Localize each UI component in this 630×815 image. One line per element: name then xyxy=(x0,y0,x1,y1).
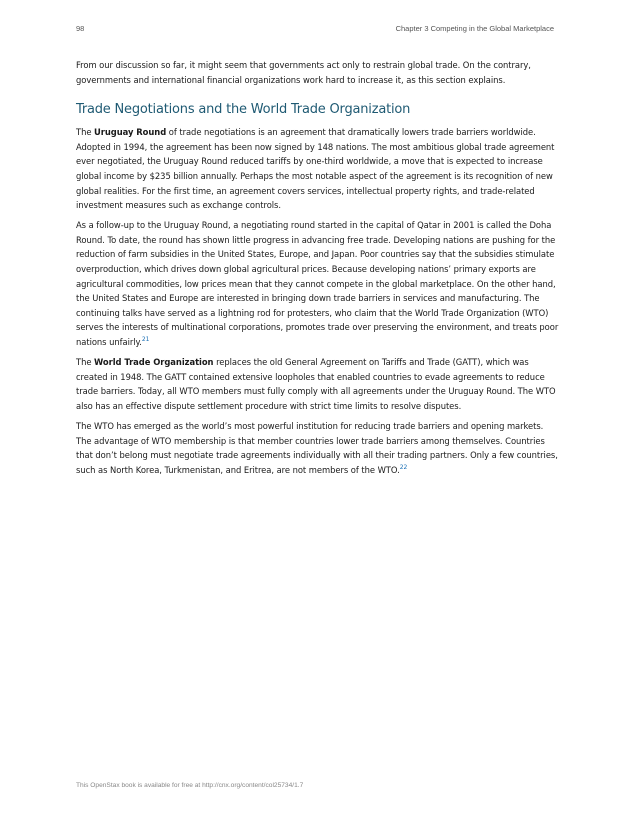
paragraph-text: The xyxy=(76,127,95,138)
paragraph-wto-membership xyxy=(76,419,560,477)
key-term-world-trade-organization: World Trade Organization xyxy=(94,357,214,368)
paragraph-text: As a follow-up to the Uruguay Round, a negotiating round started in the capital of Qatar in 2001 is called the Doha Round. To date, the round has shown little progress in advancing free trade. Developing nations are pushing for the reduction of farm subsidies in the United States, Europe, and Japan. Poor countries say that the subsidies stimulate overproduction, which drives down global agricultural prices. Because developing nations’ primary exports are agricultural commodities, low prices mean that they cannot compete in the global marketplace. On the other hand, the United States and Europe are interested in bringing down trade barriers in services and manufacturing. The continuing talks have served as a lightning rod for protesters, who claim that the World Trade Organization (WTO) serves the interests of multinational corporations, promotes trade over preserving the environment, and treats poor nations unfairly. xyxy=(76,220,559,347)
page-footer: This OpenStax book is available for free at http://cnx.org/content/col25734/1.7 xyxy=(76,782,304,789)
footnote-link-22[interactable]: 22 xyxy=(399,463,408,471)
key-term-uruguay-round: Uruguay Round xyxy=(94,127,167,138)
paragraph-wto xyxy=(76,355,560,413)
intro-paragraph: From our discussion so far, it might seem that governments act only to restrain global trade. On the contrary, governments and international financial organizations work hard to increase it, as this section explains. xyxy=(76,60,531,85)
paragraph-text: replaces the old General Agreement on Tariffs and Trade (GATT), which was created in 1948. The GATT contained extensive loopholes that enabled countries to evade agreements to reduce trade barriers. Today, all WTO members must fully comply with all agreements under the Uruguay Round. The WTO also has an effective dispute settlement procedure with strict time limits to resolve disputes. xyxy=(76,357,556,411)
paragraph-text: The WTO has emerged as the world’s most powerful institution for reducing trade barriers and opening markets. The advantage of WTO membership is that member countries lower trade barriers among themselves. Countries that don’t belong must negotiate trade agreements individually with all their trading partners. Only a few countries, such as North Korea, Turkmenistan, and Eritrea, are not members of the WTO. xyxy=(76,420,558,475)
footnote-link-21[interactable]: 21 xyxy=(141,336,150,344)
paragraph-uruguay-round xyxy=(76,125,560,213)
section-heading: Trade Negotiations and the World Trade Organization xyxy=(76,102,411,118)
chapter-title: Chapter 3 Competing in the Global Marketplace xyxy=(395,24,554,33)
page-content xyxy=(76,58,560,483)
running-header xyxy=(76,24,554,36)
paragraph-text: of trade negotiations is an agreement that dramatically lowers trade barriers worldwide. Adopted in 1994, the agreement has been now signed by 148 nations. The most ambitious global trade agreement ever negotiated, the Uruguay Round reduced tariffs by one-third worldwide, a move that is expected to increase global income by $235 billion annually. Perhaps the most notable aspect of the agreement is its recognition of new global realities. For the first time, an agreement covers services, intellectual property rights, and trade-related investment measures such as exchange controls. xyxy=(76,127,555,211)
paragraph-doha-round xyxy=(76,218,560,349)
paragraph-text: The xyxy=(76,357,95,368)
page-number: 98 xyxy=(76,24,85,33)
